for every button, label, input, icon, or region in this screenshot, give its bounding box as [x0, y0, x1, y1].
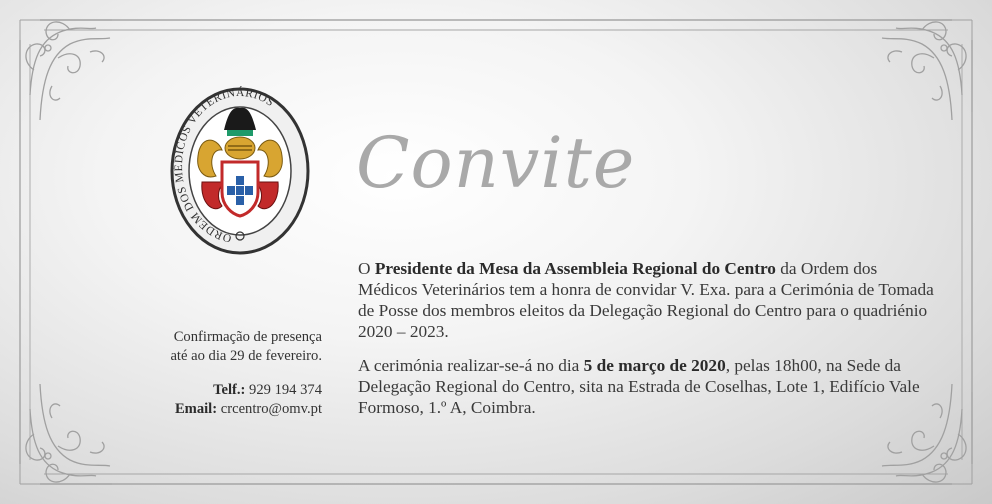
president-title: Presidente da Mesa da Assembleia Regional do Centro [374, 259, 776, 278]
invitation-paragraph-2: A cerimónia realizar-se-á no dia 5 de março de 2020, pelas 18h00, na Sede da Delegação Regional do Centro, sita na Estrada de Coselhas, Lote 1, Edifício Vale Formoso, 1.º A, Coimbra. [358, 356, 920, 417]
emblem-ring-text: ORDEM DOS MÉDICOS VETERINÁRIOS [172, 86, 277, 245]
invitation-text [358, 258, 938, 418]
email-address[interactable]: crcentro@omv.pt [217, 400, 322, 417]
phone-label: Telf.: [213, 382, 246, 398]
omv-emblem-logo [170, 86, 310, 256]
email-line [120, 400, 322, 419]
invitation-title: Convite [356, 122, 636, 204]
phone-line [120, 381, 322, 400]
ceremony-date: 5 de março de 2020 [583, 356, 726, 375]
rsvp-note: Confirmação de presença até ao dia 29 de fevereiro. [170, 329, 322, 364]
email-label: Email: [174, 400, 218, 417]
invitation-paragraph-1: O Presidente da Mesa da Assembleia Regional do Centro da Ordem dos Médicos Veterinários tem a honra de convidar V. Exa. para a Cerimónia de Tomada de Posse dos membros eleitos da Delegação Regional do Centro para o quadriénio 2020 – 2023. [358, 259, 934, 341]
phone-number[interactable]: 929 194 374 [245, 382, 322, 398]
contact-info [120, 328, 322, 418]
